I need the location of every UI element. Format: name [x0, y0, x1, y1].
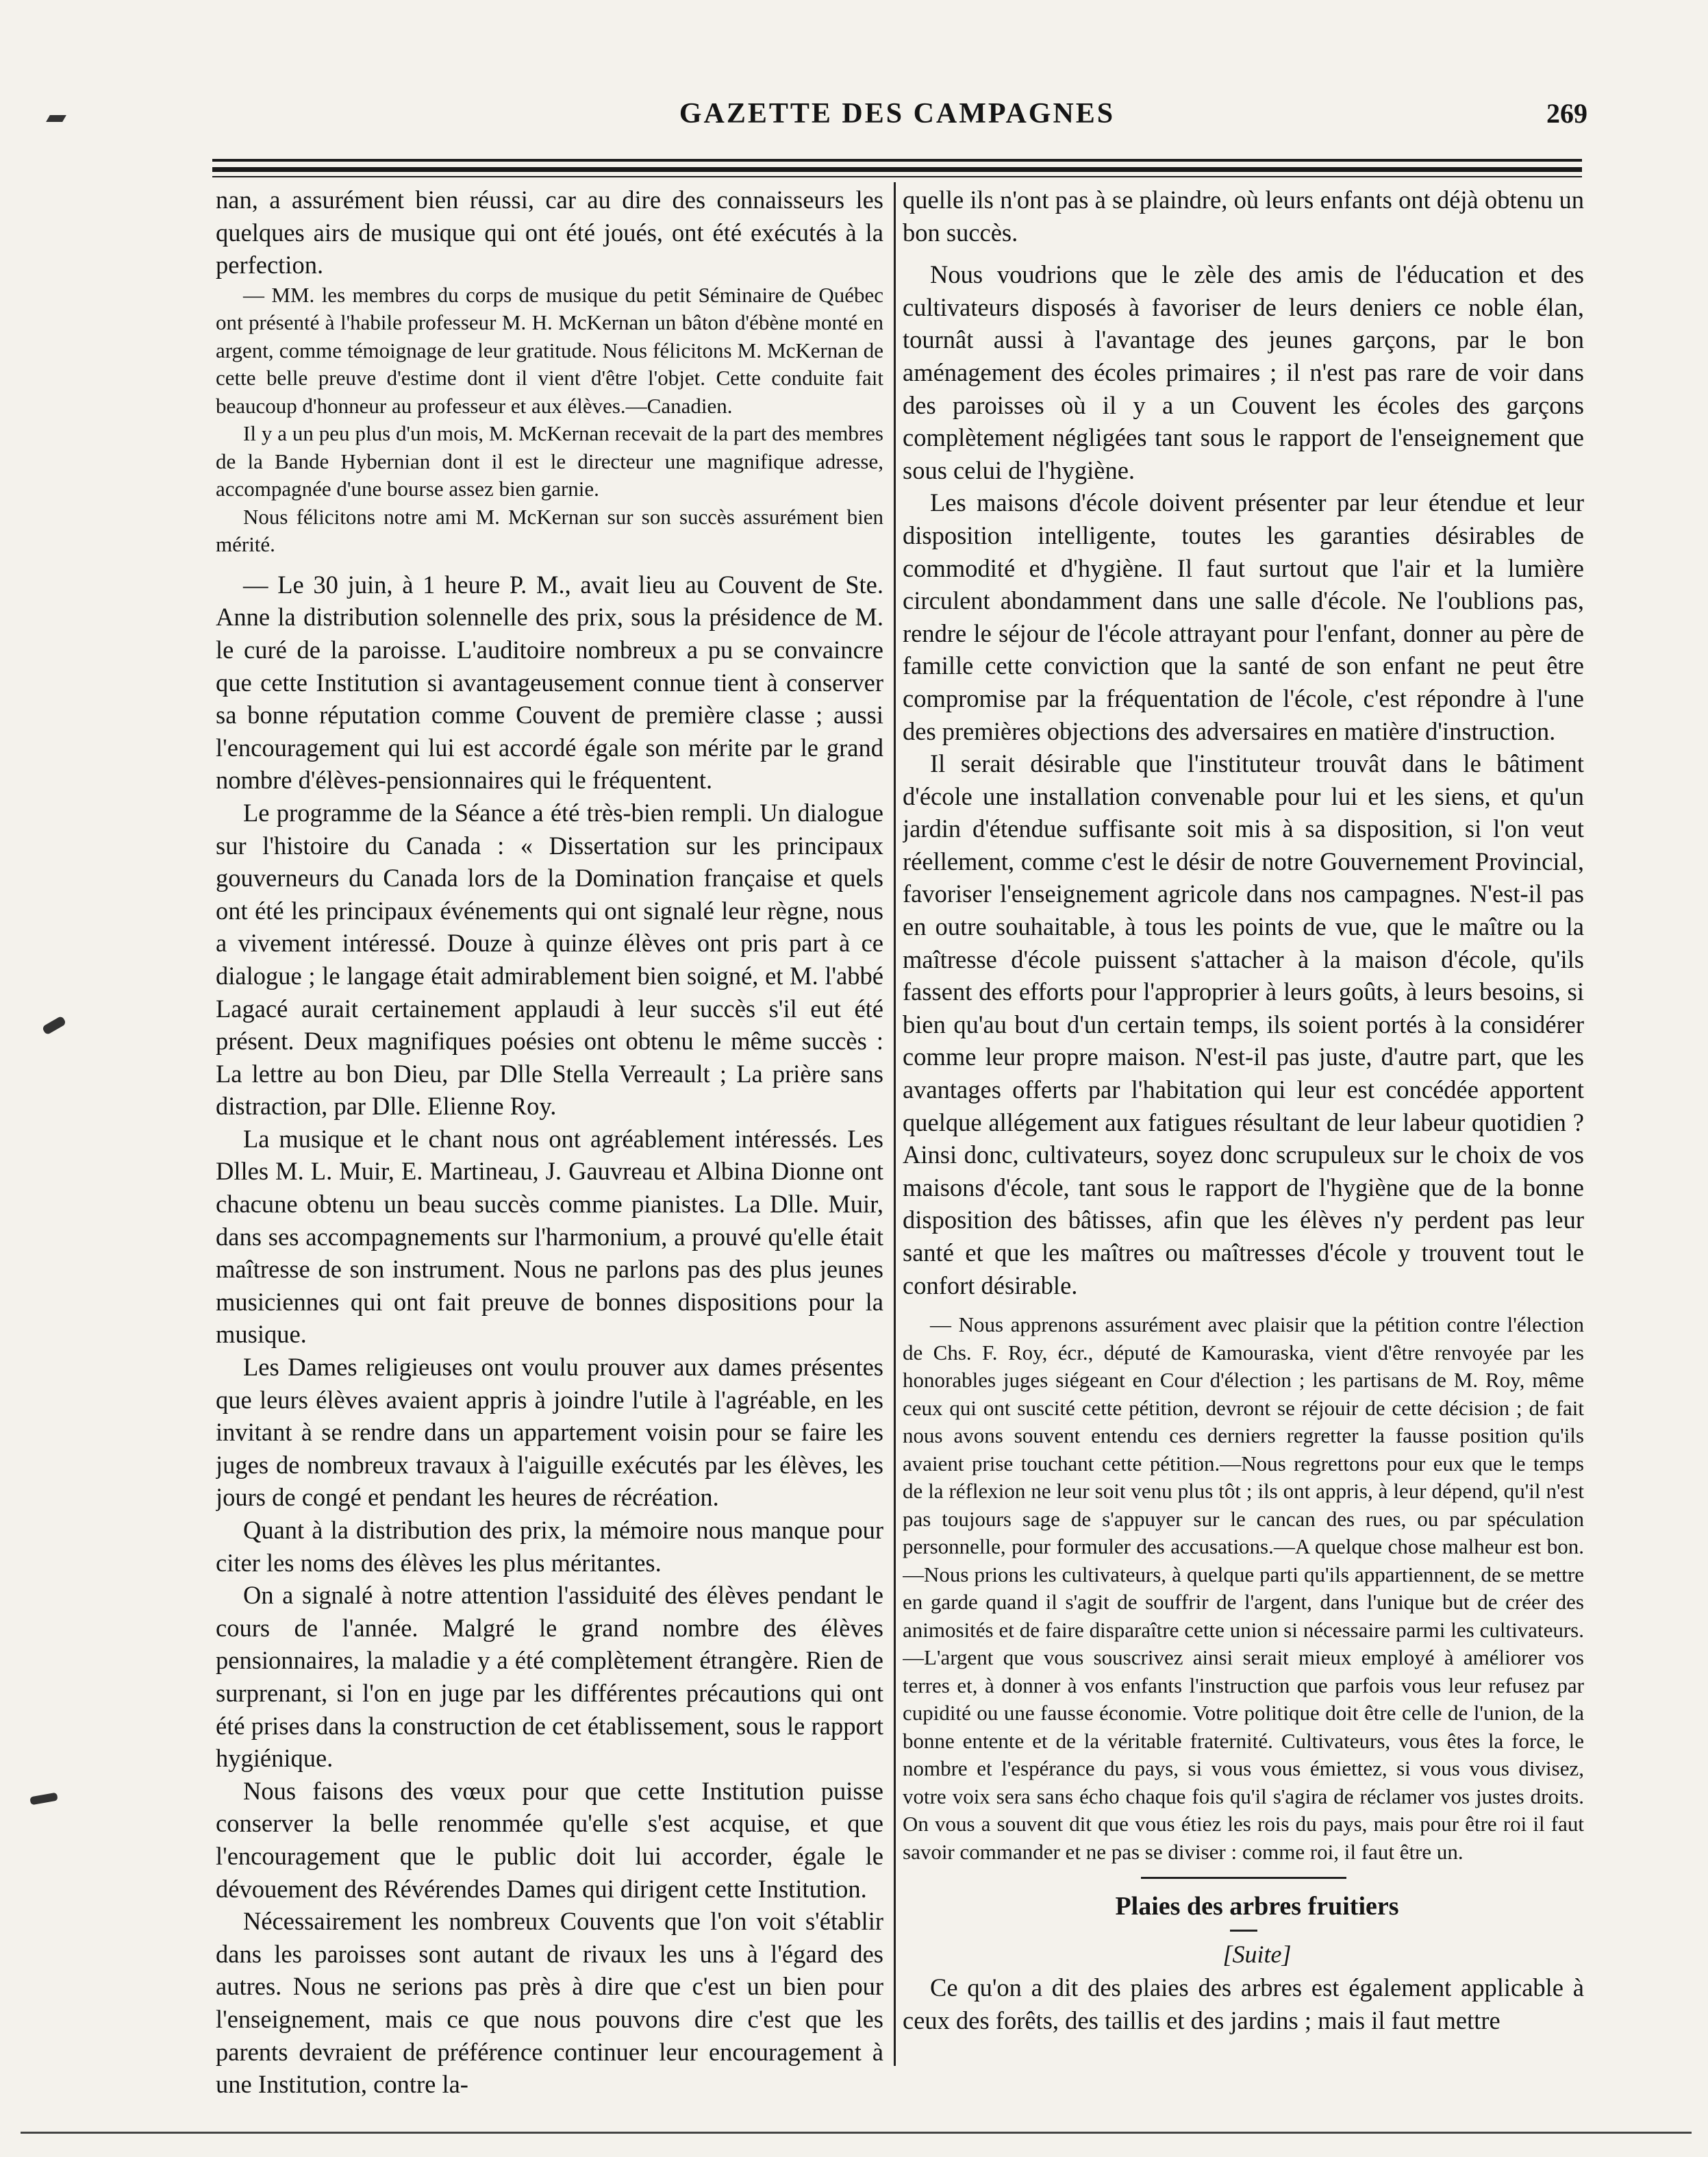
- article-paragraph: Il y a un peu plus d'un mois, M. McKernan recevait de la part des membres de la Bande Hybernian dont il est le directeur une magnifique adresse, accompagnée d'une bourse assez bien garnie.: [216, 421, 883, 501]
- section-subheading: [Suite]: [1222, 1941, 1292, 1969]
- section-heading: Plaies des arbres fruitiers: [1115, 1892, 1399, 1921]
- header-rule-thick: [212, 167, 1582, 172]
- article-paragraph: — Nous apprenons assurément avec plaisir que la pétition contre l'élection de Chs. F. Roy, écr., député de Kamouraska, vient d'être renvoyée par les honorables juges siégeant en Cour d'élection ; les partisans de M. Roy, même ceux qui ont suscité cette pétition, devront se réjouir de cette décision ; de fait nous avons souvent entendu ces derniers regretter la fausse position qu'ils avaient prise touchant cette pétition.—Nous regrettons pour eux que le temps de la réflexion ne leur soit venu plus tôt ; ils ont appris, à leur dépend, qu'il n'est pas toujours sage de s'appuyer sur le cancan des rues, ou par spéculation personnelle, pour formuler des accusations.—A quelque chose malheur est bon.—Nous prions les cultivateurs, à quelque parti qu'ils appartiennent, de se mettre en garde quand il s'agit de souffrir de l'argent, dans l'unique but de créer des animosités et de faire disparaître cette union si nécessaire parmi les cultivateurs.—L'argent que vous souscrivez ainsi serait mieux employé à améliorer vos terres et, à donner à vos enfants l'instruction que parfois vous leur refusez par cupidité ou une fausse économie. Votre politique doit être celle de l'union, de la bonne entente et de la véritable fraternité. Cultivateurs, vous êtes la force, le nombre et l'espérance du pays, si vous vous émiettez, si vous vous divisez, votre voix sera sans écho chaque fois qu'il s'agira de réclamer vos justes droits. On vous a souvent dit que vous étiez les rois du pays, mais pour être roi il faut savoir commander et ne pas se diviser : comme roi, il faut être un.: [903, 1312, 1584, 1864]
- article-paragraph: — Le 30 juin, à 1 heure P. M., avait lieu au Couvent de Ste. Anne la distribution solennelle des prix, sous la présidence de M. le curé de la paroisse. L'auditoire nombreux a pu se convaincre que cette Institution si avantageusement connue tient à conserver sa bonne réputation comme Couvent de première classe ; aussi l'encouragement qui lui est accordé égale son mérite par le grand nombre d'élèves-pensionnaires qui le fréquentent.: [216, 570, 883, 795]
- article-paragraph: La musique et le chant nous ont agréablement intéressés. Les Dlles M. L. Muir, E. Martineau, J. Gauvreau et Albina Dionne ont chacune obtenu un beau succès comme pianistes. La Dlle. Muir, dans ses accompagnements sur l'harmonium, a prouvé qu'elle était maîtresse de son instrument. Nous ne parlons pas des plus jeunes musiciennes qui ont fait preuve de bonnes dispositions pour la musique.: [216, 1124, 883, 1349]
- bottom-rule: [21, 2132, 1692, 2134]
- article-paragraph: Il serait désirable que l'instituteur trouvât dans le bâtiment d'école une installation convenable pour lui et les siens, et qu'un jardin d'étendue suffisante soit mis à sa disposition, si l'on veut réellement, comme c'est le désir de notre Gouvernement Provincial, favoriser l'enseignement agricole dans nos campagnes. N'est-il pas en outre souhaitable, à tous les points de vue, que le maître ou la maîtresse d'école puissent s'attacher à la maison d'école, qu'ils fassent des efforts pour l'approprier à leurs goûts, à leurs besoins, si bien qu'au bout d'un certain temps, ils soient portés à la considérer comme leur propre maison. N'est-il pas juste, d'autre part, que les avantages offerts par l'habitation qui leur est concédée apportent quelque allégement aux fatigues résultant de leur labeur quotidien ? Ainsi donc, cultivateurs, soyez donc scrupuleux sur le choix de vos maisons d'école, tant sous le rapport de l'hygiène que de la bonne disposition des bâtisses, afin que les élèves n'y perdent pas leur santé et que les maîtres ou maîtresses d'école y trouvent tout le confort désirable.: [903, 749, 1584, 1299]
- margin-ink-mark: [29, 1793, 58, 1806]
- article-paragraph: Nous voudrions que le zèle des amis de l'éducation et des cultivateurs disposés à favoriser de leurs deniers ce noble élan, tournât aussi à l'avantage des jeunes garçons, par le bon aménagement des écoles primaires ; il n'est pas rare de voir dans des paroisses où il y a un Couvent les écoles des garçons complètement négligées tant sous le rapport de l'enseignement que sous celui de l'hygiène.: [903, 260, 1584, 484]
- left-column: [216, 184, 883, 2102]
- header-rule: [212, 159, 1582, 162]
- section-divider: [1141, 1877, 1346, 1879]
- article-paragraph: On a signalé à notre attention l'assiduité des élèves pendant le cours de l'année. Malgré le grand nombre des élèves pensionnaires, la maladie y a été complètement étrangère. Rien de surprenant, si l'on en juge par les différentes précautions qui ont été prises dans la construction de cet établissement, sous le rapport hygiénique.: [216, 1581, 883, 1773]
- article-paragraph: Nécessairement les nombreux Couvents que l'on voit s'établir dans les paroisses sont autant de rivaux les uns à l'égard des autres. Nous ne serions pas près à dire que c'est un bien pour l'enseignement, mais ce que nous pouvons dire c'est que les parents devraient de préférence continuer leur encouragement à une Institution, contre la-: [216, 1907, 883, 2099]
- article-paragraph: Ce qu'on a dit des plaies des arbres est également applicable à ceux des forêts, des taillis et des jardins ; mais il faut mettre: [903, 1973, 1584, 2034]
- article-paragraph: Nous faisons des vœux pour que cette Institution puisse conserver la belle renommée qu'elle s'est acquise, et que l'encouragement que le public doit lui accorder, égale le dévouement des Révérendes Dames qui dirigent cette Institution.: [216, 1776, 883, 1903]
- column-divider: [894, 182, 896, 2066]
- article-paragraph: Les Dames religieuses ont voulu prouver aux dames présentes que leurs élèves avaient appris à joindre l'utile à l'agréable, en les invitant à se rendre dans un appartement voisin pour se faire les juges de nombreux travaux à l'aiguille exécutés par les élèves, les jours de congé et pendant les heures de récréation.: [216, 1353, 883, 1512]
- article-paragraph: quelle ils n'ont pas à se plaindre, où leurs enfants ont déjà obtenu un bon succès.: [903, 186, 1584, 247]
- margin-ink-mark: [46, 115, 66, 122]
- right-column: [903, 184, 1584, 2102]
- article-paragraph: Nous félicitons notre ami M. McKernan sur son succès assurément bien mérité.: [216, 504, 883, 557]
- article-paragraph: — MM. les membres du corps de musique du petit Séminaire de Québec ont présenté à l'habile professeur M. H. McKernan un bâton d'ébène monté en argent, comme témoignage de leur gratitude. Nous félicitons M. McKernan de cette belle preuve d'estime dont il vient d'être l'objet. Cette conduite fait beaucoup d'honneur au professeur et aux élèves.—Canadien.: [216, 282, 883, 418]
- header-rule-thin: [212, 176, 1582, 177]
- running-title: GAZETTE DES CAMPAGNES: [679, 98, 1116, 129]
- heading-dash: [1230, 1930, 1257, 1932]
- article-paragraph: Le programme de la Séance a été très-bien rempli. Un dialogue sur l'histoire du Canada : « Dissertation sur les principaux gouverneurs du Canada lors de la Domination française et quels ont été les principaux événements qui ont signalé leur règne, nous a vivement intéressé. Douze à quinze élèves ont pris part à ce dialogue ; le langage était admirablement bien soigné, et M. l'abbé Lagacé aurait certainement applaudi à leur succès s'il eut été présent. Deux magnifiques poésies ont obtenu le même succès : La lettre au bon Dieu, par Dlle Stella Verreault ; La prière sans distraction, par Dlle. Elienne Roy.: [216, 798, 883, 1121]
- margin-ink-mark: [42, 1015, 66, 1035]
- article-paragraph: Quant à la distribution des prix, la mémoire nous manque pour citer les noms des élèves les plus méritantes.: [216, 1516, 883, 1577]
- article-paragraph: Les maisons d'école doivent présenter par leur étendue et leur disposition intelligente, toutes les garanties désirables de commodité et d'hygiène. Il faut surtout que l'air et la lumière circulent abondamment dans une salle d'école. Ne l'oublions pas, rendre le séjour de l'école attrayant pour l'enfant, donner au père de famille cette conviction que la santé de son enfant ne peut être compromise par la fréquentation de l'école, c'est répondre à l'une des premières objections des adversaires en matière d'instruction.: [903, 488, 1584, 745]
- page-header: [212, 96, 1587, 137]
- article-paragraph: nan, a assurément bien réussi, car au dire des connaisseurs les quelques airs de musique qui ont été joués, ont été exécutés à la perfection.: [216, 186, 883, 279]
- page-number: 269: [1546, 98, 1587, 129]
